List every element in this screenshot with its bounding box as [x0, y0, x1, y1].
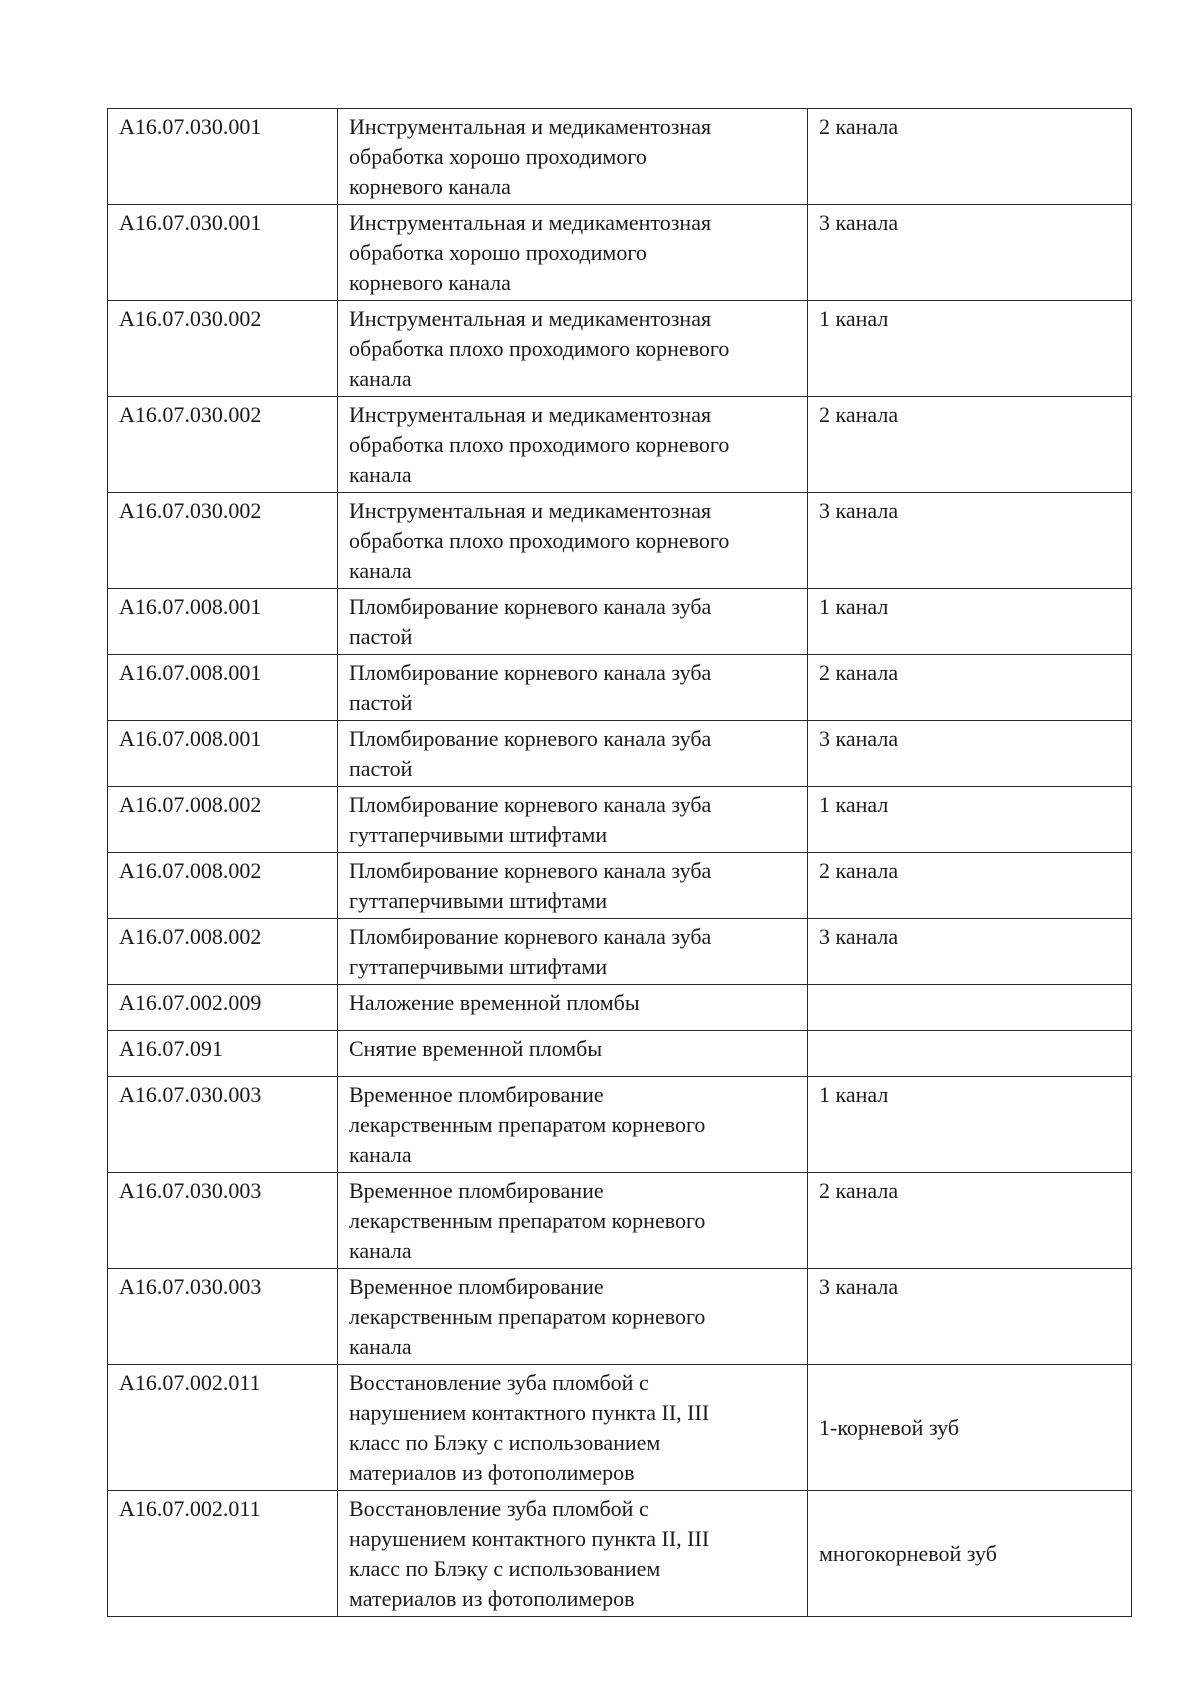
service-code-cell: А16.07.008.002	[108, 853, 338, 919]
service-description-line: Инструментальная и медикаментозная	[349, 114, 712, 139]
service-code-cell: А16.07.091	[108, 1031, 338, 1077]
service-code-cell: А16.07.030.003	[108, 1269, 338, 1365]
service-description-cell	[338, 721, 808, 787]
service-description-line: пастой	[349, 624, 413, 649]
service-description-line: пастой	[349, 756, 413, 781]
service-description-line: Пломбирование корневого канала зуба	[349, 924, 712, 949]
table-row	[108, 721, 1132, 787]
service-code-cell: А16.07.002.011	[108, 1365, 338, 1491]
service-code-cell: А16.07.030.002	[108, 301, 338, 397]
service-description-line: пастой	[349, 690, 413, 715]
service-description-line: Временное пломбирование	[349, 1082, 604, 1107]
service-description-line: корневого канала	[349, 174, 511, 199]
table-row	[108, 589, 1132, 655]
table-row	[108, 1031, 1132, 1077]
table-row	[108, 853, 1132, 919]
canal-count-cell: 1 канал	[808, 589, 1132, 655]
service-description-cell	[338, 787, 808, 853]
service-description-line: материалов из фотополимеров	[349, 1460, 635, 1485]
service-description-line: материалов из фотополимеров	[349, 1586, 635, 1611]
service-description-line: Восстановление зуба пломбой с	[349, 1496, 649, 1521]
service-description-line: Пломбирование корневого канала зуба	[349, 858, 712, 883]
service-description-line: канала	[349, 366, 412, 391]
table-row	[108, 655, 1132, 721]
service-description-line: гуттаперчивыми штифтами	[349, 822, 608, 847]
service-code-cell: А16.07.008.002	[108, 919, 338, 985]
service-description-line: корневого канала	[349, 270, 511, 295]
service-description-line: гуттаперчивыми штифтами	[349, 888, 608, 913]
service-description-cell	[338, 1269, 808, 1365]
table-row	[108, 985, 1132, 1031]
canal-count-cell: 2 канала	[808, 397, 1132, 493]
table-row	[108, 1491, 1132, 1617]
table-row	[108, 205, 1132, 301]
service-code-cell: А16.07.008.002	[108, 787, 338, 853]
service-description-line: Пломбирование корневого канала зуба	[349, 660, 712, 685]
service-description-line: канала	[349, 558, 412, 583]
service-description-cell	[338, 205, 808, 301]
table-row	[108, 787, 1132, 853]
service-description-line: обработка плохо проходимого корневого	[349, 432, 730, 457]
canal-count-cell: 2 канала	[808, 655, 1132, 721]
service-code-cell: А16.07.008.001	[108, 655, 338, 721]
canal-count-cell: 3 канала	[808, 1269, 1132, 1365]
service-description-cell	[338, 397, 808, 493]
service-description-line: обработка плохо проходимого корневого	[349, 336, 730, 361]
canal-count-cell: 1 канал	[808, 787, 1132, 853]
service-description-line: Восстановление зуба пломбой с	[349, 1370, 649, 1395]
table-row	[108, 1173, 1132, 1269]
service-description-line: канала	[349, 462, 412, 487]
service-description-cell	[338, 301, 808, 397]
service-description-line: лекарственным препаратом корневого	[349, 1112, 706, 1137]
service-description-line: Инструментальная и медикаментозная	[349, 306, 712, 331]
service-description-line: лекарственным препаратом корневого	[349, 1304, 706, 1329]
service-description-cell	[338, 493, 808, 589]
service-description-line: Инструментальная и медикаментозная	[349, 210, 712, 235]
table-row	[108, 109, 1132, 205]
table-row	[108, 493, 1132, 589]
service-description-cell	[338, 1491, 808, 1617]
service-description-line: Временное пломбирование	[349, 1274, 604, 1299]
service-description-line: Пломбирование корневого канала зуба	[349, 594, 712, 619]
service-description-line: гуттаперчивыми штифтами	[349, 954, 608, 979]
services-table	[107, 108, 1132, 1617]
service-description-cell	[338, 1031, 808, 1077]
service-code-cell: А16.07.030.001	[108, 109, 338, 205]
canal-count-cell: 3 канала	[808, 919, 1132, 985]
service-code-cell: А16.07.008.001	[108, 589, 338, 655]
service-description-cell	[338, 109, 808, 205]
canal-count-cell: многокорневой зуб	[808, 1491, 1132, 1617]
service-description-line: класс по Блэку с использованием	[349, 1556, 661, 1581]
table-row	[108, 1365, 1132, 1491]
service-description-line: обработка хорошо проходимого	[349, 240, 647, 265]
canal-count-cell: 3 канала	[808, 205, 1132, 301]
service-description-cell	[338, 1077, 808, 1173]
canal-count-cell	[808, 985, 1132, 1031]
service-code-cell: А16.07.030.002	[108, 397, 338, 493]
service-description-cell	[338, 1365, 808, 1491]
canal-count-cell	[808, 1031, 1132, 1077]
service-description-line: класс по Блэку с использованием	[349, 1430, 661, 1455]
service-code-cell: А16.07.008.001	[108, 721, 338, 787]
table-row	[108, 397, 1132, 493]
canal-count-cell: 1 канал	[808, 1077, 1132, 1173]
service-description-line: обработка плохо проходимого корневого	[349, 528, 730, 553]
service-description-cell	[338, 853, 808, 919]
services-table-body	[108, 109, 1132, 1617]
service-description-cell	[338, 1173, 808, 1269]
service-description-cell	[338, 919, 808, 985]
service-description-line: канала	[349, 1334, 412, 1359]
service-description-line: Наложение временной пломбы	[349, 990, 640, 1015]
service-description-line: лекарственным препаратом корневого	[349, 1208, 706, 1233]
service-code-cell: А16.07.002.011	[108, 1491, 338, 1617]
service-code-cell: А16.07.002.009	[108, 985, 338, 1031]
service-code-cell: А16.07.030.002	[108, 493, 338, 589]
service-description-cell	[338, 985, 808, 1031]
canal-count-cell: 3 канала	[808, 721, 1132, 787]
service-description-line: Пломбирование корневого канала зуба	[349, 792, 712, 817]
service-description-line: Инструментальная и медикаментозная	[349, 498, 712, 523]
service-code-cell: А16.07.030.001	[108, 205, 338, 301]
canal-count-cell: 2 канала	[808, 1173, 1132, 1269]
service-description-line: Инструментальная и медикаментозная	[349, 402, 712, 427]
service-description-line: обработка хорошо проходимого	[349, 144, 647, 169]
service-code-cell: А16.07.030.003	[108, 1077, 338, 1173]
service-description-line: канала	[349, 1142, 412, 1167]
service-description-cell	[338, 655, 808, 721]
canal-count-cell: 3 канала	[808, 493, 1132, 589]
service-code-cell: А16.07.030.003	[108, 1173, 338, 1269]
canal-count-cell: 2 канала	[808, 109, 1132, 205]
service-description-line: нарушением контактного пункта II, III	[349, 1526, 710, 1551]
table-row	[108, 1077, 1132, 1173]
service-description-line: канала	[349, 1238, 412, 1263]
canal-count-cell: 2 канала	[808, 853, 1132, 919]
table-row	[108, 919, 1132, 985]
canal-count-cell: 1 канал	[808, 301, 1132, 397]
service-description-line: нарушением контактного пункта II, III	[349, 1400, 710, 1425]
service-description-line: Временное пломбирование	[349, 1178, 604, 1203]
table-row	[108, 301, 1132, 397]
service-description-cell	[338, 589, 808, 655]
service-description-line: Пломбирование корневого канала зуба	[349, 726, 712, 751]
table-row	[108, 1269, 1132, 1365]
canal-count-cell: 1-корневой зуб	[808, 1365, 1132, 1491]
service-description-line: Снятие временной пломбы	[349, 1036, 603, 1061]
